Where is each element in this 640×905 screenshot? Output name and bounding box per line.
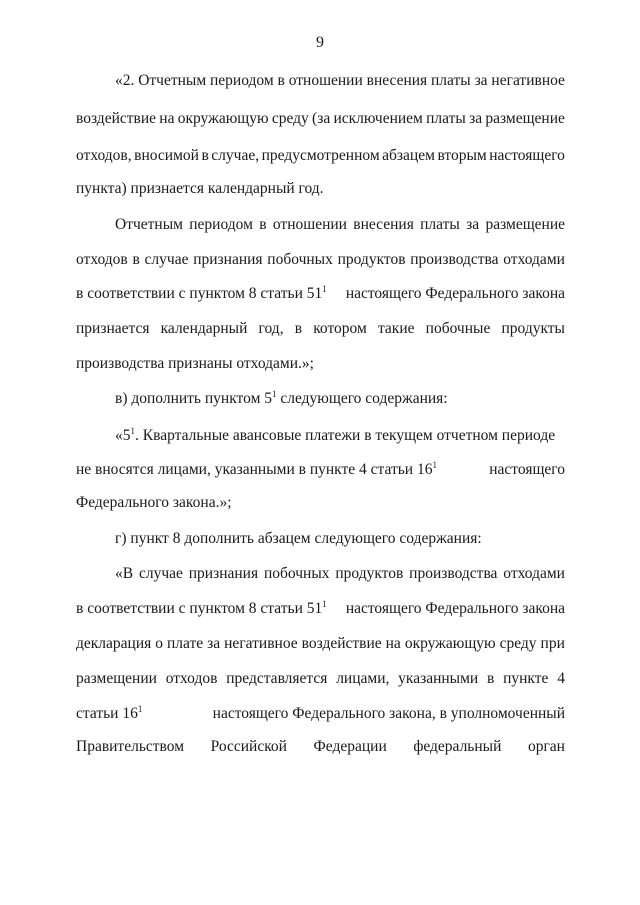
word: настоящего <box>489 147 565 164</box>
text-fragment: настоящего Федерального закона <box>345 600 565 617</box>
superscript: 1 <box>137 704 143 714</box>
word: отношении <box>272 216 347 233</box>
text-fragment: не вносятся лицами, указанными в пункте 4 статьи $16^1$ <box>76 460 437 478</box>
word: представляется <box>226 670 328 687</box>
word: негативное <box>491 72 565 89</box>
word: среду <box>499 635 537 652</box>
word: при <box>540 635 565 652</box>
word: отходов, <box>76 147 132 164</box>
text-fragment: «$5^1$. Квартальные авансовые платежи в текущем отчетном периоде <box>115 426 556 444</box>
word: случае <box>144 251 189 268</box>
superscript: 1 <box>432 460 437 470</box>
word: платы <box>426 110 466 127</box>
word: в <box>486 670 495 687</box>
page-number: 9 <box>316 34 324 51</box>
word: производства <box>410 251 499 268</box>
word: побочных <box>267 251 333 268</box>
text-line-10: в) дополнить пунктом $5^1$ следующего содержания: <box>115 389 448 407</box>
text-fragment: в соответствии с пунктом 8 статьи $51^1$ <box>76 599 327 617</box>
word: вносимой <box>134 147 199 164</box>
word: пункте <box>503 670 549 687</box>
text-line-6 <box>76 251 565 269</box>
text-line-12 <box>76 461 565 479</box>
text-line-13: Федерального закона.»; <box>76 494 232 511</box>
text-fragment: настоящего Федерального закона <box>345 285 565 302</box>
word: Правительством <box>76 738 185 755</box>
word: окружающую <box>177 110 269 127</box>
word: отходов <box>76 251 128 268</box>
word: указанными <box>398 670 479 687</box>
word: продуктов <box>337 251 406 268</box>
word: в <box>201 147 209 164</box>
word: в <box>294 320 303 337</box>
word: платы <box>420 216 460 233</box>
word: за <box>207 635 221 652</box>
word: такие <box>377 320 415 337</box>
word: побочные <box>425 320 491 337</box>
word: в <box>277 72 285 89</box>
text-line-16 <box>76 600 565 618</box>
text-line-20 <box>76 738 565 756</box>
word: размещении <box>76 670 157 687</box>
word: продукты <box>501 320 565 337</box>
word: лицами, <box>336 670 390 687</box>
text-line-7 <box>76 285 565 303</box>
text-line-4: пункта) признается календарный год. <box>76 180 324 197</box>
text-line-1 <box>115 72 565 90</box>
word: признается <box>76 320 150 337</box>
text-line-15 <box>115 565 565 583</box>
word: предусмотренном <box>261 147 380 164</box>
superscript: 1 <box>272 389 277 399</box>
superscript: 1 <box>130 426 135 436</box>
word: внесения <box>353 216 414 233</box>
word: случае <box>138 565 183 582</box>
word: признания <box>188 565 259 582</box>
text-fragment: настоящего <box>489 461 565 478</box>
word: отходами <box>503 565 565 582</box>
word: размещение <box>485 216 565 233</box>
word: за <box>469 110 483 127</box>
text-line-3 <box>76 147 565 165</box>
word: Федерации <box>313 738 387 755</box>
word: в <box>132 251 140 268</box>
word: платы <box>431 72 471 89</box>
word: среду <box>271 110 309 127</box>
text-line-17 <box>76 635 565 653</box>
word: воздействие <box>301 635 382 652</box>
word: отходов <box>165 670 218 687</box>
word: периодом <box>210 72 274 89</box>
text-fragment: в соответствии с пунктом 8 статьи $51^1$ <box>76 284 327 302</box>
word: котором <box>313 320 367 337</box>
word: год, <box>258 320 284 337</box>
text-line-2 <box>76 110 565 128</box>
word: орган <box>527 738 565 755</box>
word: вторым <box>437 147 487 164</box>
word: внесения <box>366 72 428 89</box>
word: воздействие <box>76 110 157 127</box>
word: на <box>385 635 401 652</box>
text-line-8 <box>76 320 565 338</box>
word: за <box>466 216 480 233</box>
word: производства <box>409 565 498 582</box>
word: Отчетным <box>138 72 207 89</box>
word: исключением <box>333 110 423 127</box>
text-fragment: статьи $16^1$ <box>76 704 143 722</box>
word: 4 <box>557 670 565 687</box>
word: календарный <box>160 320 248 337</box>
text-fragment: настоящего Федерального закона, в уполномоченный <box>212 705 565 722</box>
word: в <box>259 216 267 233</box>
word: признания <box>193 251 263 268</box>
text-line-18 <box>76 670 565 688</box>
word: случае, <box>211 147 260 164</box>
word: плате <box>166 635 204 652</box>
word: отношении <box>288 72 363 89</box>
word: «В <box>115 565 134 582</box>
word: за <box>474 72 488 89</box>
word: размещение <box>485 110 565 127</box>
word: на <box>159 110 175 127</box>
word: отходами <box>503 251 565 268</box>
word: о <box>155 635 163 652</box>
word: федеральный <box>413 738 502 755</box>
word: декларация <box>76 635 152 652</box>
word: побочных <box>263 565 330 582</box>
word: (за <box>312 110 331 127</box>
word: негативное <box>224 635 298 652</box>
text-line-14: г) пункт 8 дополнить абзацем следующего содержания: <box>115 530 482 547</box>
superscript: 1 <box>322 284 327 294</box>
word: абзацем <box>382 147 435 164</box>
text-line-9: производства признаны отходами.»; <box>76 355 314 372</box>
word: «2. <box>115 72 135 89</box>
superscript: 1 <box>322 599 327 609</box>
word: периодом <box>189 216 253 233</box>
text-line-5 <box>115 216 565 234</box>
word: продуктов <box>335 565 404 582</box>
word: окружающую <box>404 635 496 652</box>
word: Российской <box>210 738 287 755</box>
text-line-19 <box>76 705 565 723</box>
text-line-11 <box>115 427 565 445</box>
word: Отчетным <box>115 216 183 233</box>
